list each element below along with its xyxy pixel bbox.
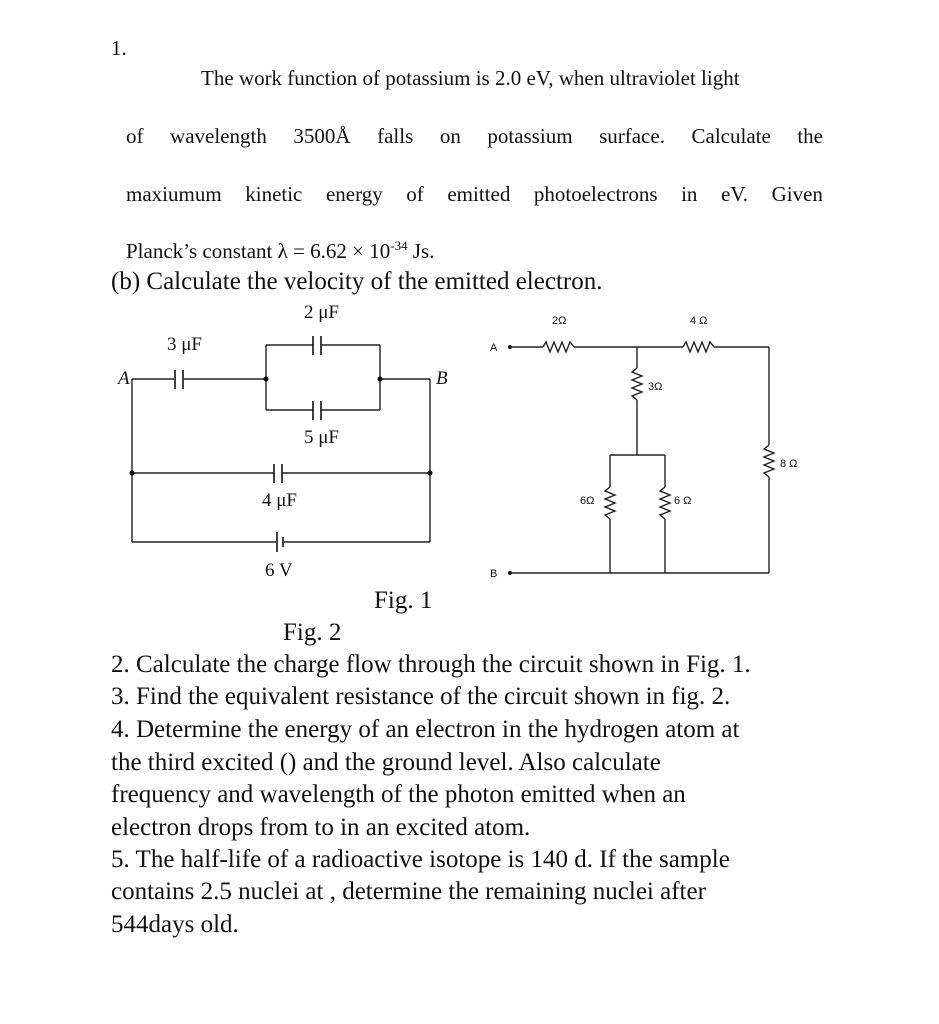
- fig1-c2-label: 2 μF: [304, 302, 340, 323]
- word: Given: [771, 182, 823, 206]
- fig1-node-b: B: [436, 368, 448, 389]
- question-4-line-2: the third excited () and the ground level. Also calculate: [111, 749, 661, 776]
- word: 3500Å: [293, 124, 351, 148]
- word: in: [681, 182, 698, 206]
- word: energy: [325, 182, 383, 206]
- fig1-c1-label: 3 μF: [167, 334, 203, 355]
- fig2-node-b: B: [490, 568, 498, 580]
- question-4-line-1: 4. Determine the energy of an electron in the hydrogen atom at: [111, 716, 740, 743]
- fig2-r5-label: 6Ω: [580, 495, 595, 507]
- fig2-r1-label: 2Ω: [552, 315, 567, 327]
- fig2-r2-label: 4 Ω: [690, 315, 708, 327]
- q1-line-1: The work function of potassium is 2.0 eV, when ultraviolet light: [201, 66, 740, 90]
- word: falls: [377, 124, 414, 148]
- word: maxiumum: [126, 182, 222, 206]
- word: wavelength: [170, 124, 267, 148]
- fig2-resistor-circuit: [490, 315, 797, 580]
- word: kinetic: [245, 182, 303, 206]
- question-5-line-3: 544days old.: [111, 911, 239, 938]
- word: Calculate: [691, 124, 771, 148]
- question-2: 2. Calculate the charge flow through the circuit shown in Fig. 1.: [111, 651, 751, 678]
- question-5-line-2: contains 2.5 nuclei at , determine the remaining nuclei after: [111, 878, 706, 905]
- fig2-r3-label: 3Ω: [648, 381, 663, 393]
- word: surface.: [599, 124, 665, 148]
- q1-part-b: (b) Calculate the velocity of the emitted electron.: [111, 268, 603, 295]
- word: on: [439, 124, 461, 148]
- word: eV.: [721, 182, 749, 206]
- fig2-r4-label: 8 Ω: [780, 458, 798, 470]
- fig1-capacitor-circuit: [116, 302, 448, 581]
- word: of: [126, 124, 144, 148]
- fig1-node-a: A: [118, 368, 130, 389]
- planck-exponent: -34: [390, 238, 408, 253]
- fig1-c3-label: 5 μF: [304, 427, 340, 448]
- fig2-caption: Fig. 2: [283, 619, 342, 646]
- fig1-battery-label: 6 V: [265, 560, 293, 581]
- word: photoelectrons: [533, 182, 658, 206]
- fig1-c4-label: 4 μF: [262, 490, 298, 511]
- question-4-line-4: electron drops from to in an excited atom.: [111, 814, 531, 841]
- word: emitted: [447, 182, 511, 206]
- word: potassium: [487, 124, 573, 148]
- question-4-line-3: frequency and wavelength of the photon emitted when an: [111, 781, 686, 808]
- planck-prefix: Planck’s constant λ = 6.62 × 10: [126, 239, 391, 263]
- planck-suffix: Js.: [407, 239, 435, 263]
- fig2-r6-label: 6 Ω: [674, 495, 692, 507]
- question-3: 3. Find the equivalent resistance of the circuit shown in fig. 2.: [111, 683, 731, 710]
- fig2-node-a: A: [490, 342, 498, 354]
- fig1-caption: Fig. 1: [374, 587, 433, 614]
- word: of: [406, 182, 424, 206]
- word: the: [797, 124, 823, 148]
- question-5-line-1: 5. The half-life of a radioactive isotope is 140 d. If the sample: [111, 846, 730, 873]
- question-number: 1.: [111, 36, 127, 60]
